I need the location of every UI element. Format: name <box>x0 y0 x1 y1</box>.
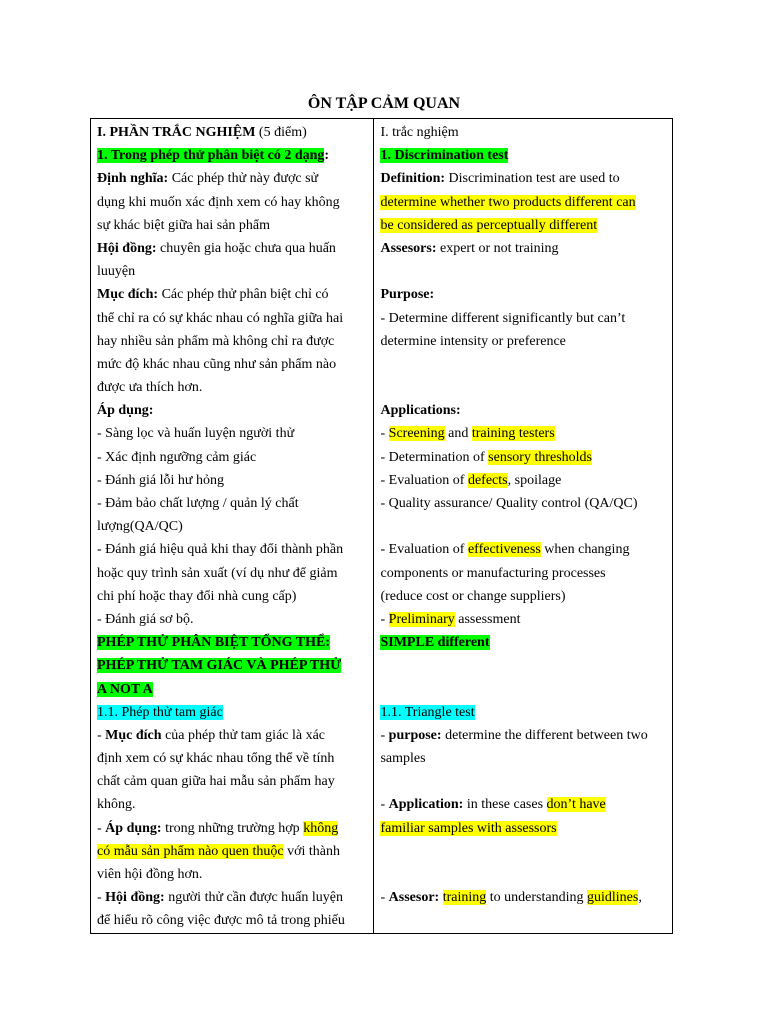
highlight: sensory thresholds <box>488 449 592 465</box>
definition-text: Các phép thử này được sử <box>168 171 319 187</box>
dash: - <box>380 890 389 906</box>
definition-label: Định nghĩa: <box>97 171 169 187</box>
tri-purpose-text: định xem có sự khác nhau tổng thể về tính <box>97 751 335 767</box>
definition-text: sự khác biệt giữa hai sản phẩm <box>97 217 271 233</box>
tri-apply-line <box>97 840 367 863</box>
blank-line <box>380 260 666 283</box>
highlight: defects <box>467 472 508 488</box>
assessors-line <box>380 237 666 260</box>
tri-apply-text: với thành <box>283 843 341 859</box>
tri-apply-highlight: don’t have <box>546 797 606 813</box>
tri-apply-highlight: không <box>303 820 339 836</box>
tri-purpose-label: Mục đích <box>105 727 162 743</box>
tri-apply-label: Áp dụng: <box>105 820 162 836</box>
purpose-text: thể chỉ ra có sự khác nhau có nghĩa giữa hai <box>97 310 344 326</box>
tri-panel-label: Hội đồng: <box>105 890 165 906</box>
simple-heading: SIMPLE different <box>380 635 490 651</box>
tri-apply-highlight: có mẫu sản phẩm nào quen thuộc <box>97 843 284 859</box>
purpose-text: mức độ khác nhau cũng như sản phẩm nào <box>97 356 337 372</box>
dash: - <box>97 890 106 906</box>
tri-purpose-text: samples <box>380 751 426 767</box>
overall-heading-line <box>97 631 367 654</box>
list-item: - Đánh giá sơ bộ. <box>97 611 194 627</box>
q1-colon: : <box>324 148 330 164</box>
tri-apply-highlight: familiar samples with assessors <box>380 820 557 836</box>
blank-line <box>380 770 666 793</box>
overall-heading: PHÉP THỬ PHÂN BIỆT TỔNG THỂ: <box>97 635 330 651</box>
highlight: Preliminary <box>388 611 455 627</box>
list-item-continued: hoặc quy trình sản xuất (ví dụ như để giảm <box>97 565 338 581</box>
list-item: - Đánh giá lỗi hư hỏng <box>97 472 224 488</box>
dash: - <box>97 727 106 743</box>
document-title: ÔN TẬP CẢM QUAN <box>307 95 461 112</box>
q1-heading: 1. Trong phép thử phân biệt có 2 dạng <box>97 148 325 164</box>
list-text: assessment <box>454 611 521 627</box>
tri-purpose-line <box>97 724 367 747</box>
tri-assessor-text: to understanding <box>486 890 587 906</box>
list-item <box>380 469 666 492</box>
highlight: Screening <box>388 426 445 442</box>
panel-text: chuyên gia hoặc chưa qua huấn <box>156 240 336 256</box>
purpose-text: hay nhiều sản phẩm mà không chỉ ra được <box>97 333 335 349</box>
tri-purpose-label: purpose: <box>388 727 442 743</box>
apply-heading-line <box>97 399 367 422</box>
english-column <box>374 119 673 934</box>
dash: - <box>380 727 389 743</box>
blank-line <box>380 376 666 399</box>
triangle-heading: 1.1. Triangle test <box>380 704 475 720</box>
purpose-label: Purpose: <box>380 287 435 303</box>
overall-heading-line <box>97 678 367 701</box>
highlight: guidlines <box>586 890 639 906</box>
purpose-heading-line <box>380 283 666 306</box>
list-item <box>380 608 666 631</box>
list-item-continued: lượng(QA/QC) <box>97 519 183 535</box>
list-item: - Quality assurance/ Quality control (QA/QC) <box>380 496 638 511</box>
blank-line <box>380 515 666 538</box>
list-item: - Sàng lọc và huấn luyện người thử <box>97 426 295 442</box>
tri-assessor-line <box>380 886 666 909</box>
blank-line <box>380 840 666 863</box>
list-text: , spoilage <box>507 472 562 488</box>
overall-heading: PHÉP THỬ TAM GIÁC VÀ PHÉP THỬ <box>97 658 342 674</box>
section-points: (5 điểm) <box>255 125 307 140</box>
definition-highlight: determine whether two products different can <box>380 194 636 210</box>
tri-assessor-label: Assesor: <box>388 890 440 906</box>
purpose-line <box>97 283 367 306</box>
apply-label: Applications: <box>380 403 461 419</box>
tri-purpose-text: của phép thử tam giác là xác <box>161 727 326 743</box>
dash: - <box>97 820 106 836</box>
table-row <box>91 119 673 934</box>
list-item-continued: chi phí hoặc thay đổi nhà cung cấp) <box>97 588 297 604</box>
tri-panel-line <box>97 886 367 909</box>
tri-purpose-text: chất cảm quan giữa hai mẫu sản phẩm hay <box>97 774 335 790</box>
tri-panel-text: để hiểu rõ công việc được mô tả trong phiếu <box>97 913 345 929</box>
definition-line <box>380 214 666 237</box>
list-item <box>380 538 666 561</box>
definition-line <box>97 167 367 190</box>
blank-line <box>380 654 666 677</box>
tri-apply-line <box>380 793 666 816</box>
highlight: training testers <box>471 426 555 442</box>
section-heading-line <box>97 121 367 144</box>
dash: - <box>380 797 389 813</box>
highlight: effectiveness <box>467 542 541 558</box>
purpose-text: - Determine different significantly but can’t <box>380 310 626 326</box>
bilingual-table <box>90 118 673 934</box>
list-item-continued: components or manufacturing processes <box>380 565 606 581</box>
purpose-text: được ưa thích hơn. <box>97 380 203 396</box>
q1-heading-line <box>380 144 666 167</box>
panel-text: luuyện <box>97 264 136 280</box>
purpose-text: determine intensity or preference <box>380 333 566 349</box>
list-item: - Xác định ngưỡng cảm giác <box>97 449 257 465</box>
tri-apply-line <box>380 817 666 840</box>
punctuation: , <box>638 890 642 906</box>
apply-heading-line <box>380 399 666 422</box>
highlight: training <box>442 890 487 906</box>
tri-panel-text: người thử cần được huấn luyện <box>164 890 343 906</box>
assessors-label: Assesors: <box>380 240 437 256</box>
tri-apply-label: Application: <box>388 797 464 813</box>
definition-label: Definition: <box>380 171 446 187</box>
list-text: - Determination of <box>380 449 489 465</box>
tri-purpose-line <box>380 724 666 747</box>
section-heading: I. trắc nghiệm <box>380 125 459 140</box>
list-item-continued: (reduce cost or change suppliers) <box>380 588 566 604</box>
blank-line <box>380 863 666 886</box>
definition-text: dụng khi muốn xác định xem có hay không <box>97 194 340 210</box>
purpose-text: Các phép thử phân biệt chỉ có <box>158 287 329 303</box>
tri-apply-line <box>97 817 367 840</box>
list-item <box>380 422 666 445</box>
purpose-label: Mục đích: <box>97 287 159 303</box>
tri-purpose-text: không. <box>97 797 136 813</box>
dash: - <box>380 426 389 442</box>
tri-apply-text: in these cases <box>463 797 547 813</box>
overall-heading: A NOT A <box>97 681 153 697</box>
definition-line <box>380 191 666 214</box>
list-item: - Đánh giá hiệu quả khi thay đổi thành phần <box>97 542 344 558</box>
list-item: - Đảm bảo chất lượng / quản lý chất <box>97 496 299 511</box>
panel-line <box>97 237 367 260</box>
list-text: and <box>444 426 472 442</box>
vietnamese-column <box>91 119 374 934</box>
list-item <box>380 446 666 469</box>
definition-line <box>380 167 666 190</box>
triangle-heading: 1.1. Phép thử tam giác <box>97 704 223 720</box>
tri-purpose-text: determine the different between two <box>441 727 648 743</box>
simple-heading-line <box>380 631 666 654</box>
list-text: when changing <box>540 542 630 558</box>
tri-apply-text: trong những trường hợp <box>161 820 304 836</box>
tri-apply-text: viên hội đồng hơn. <box>97 867 203 882</box>
blank-line <box>380 353 666 376</box>
overall-heading-line <box>97 654 367 677</box>
definition-highlight: be considered as perceptually different <box>380 217 598 233</box>
q1-heading-line <box>97 144 367 167</box>
assessors-text: expert or not training <box>436 240 559 256</box>
triangle-heading-line <box>380 701 666 724</box>
apply-label: Áp dụng: <box>97 403 154 419</box>
list-text: - Evaluation of <box>380 472 468 488</box>
section-heading: I. PHẦN TRẮC NGHIỆM <box>97 125 256 140</box>
triangle-heading-line <box>97 701 367 724</box>
q1-heading: 1. Discrimination test <box>380 148 509 164</box>
dash: - <box>380 611 389 627</box>
blank-line <box>380 678 666 701</box>
definition-text: Discrimination test are used to <box>445 171 620 187</box>
panel-label: Hội đồng: <box>97 240 157 256</box>
list-text: - Evaluation of <box>380 542 468 558</box>
